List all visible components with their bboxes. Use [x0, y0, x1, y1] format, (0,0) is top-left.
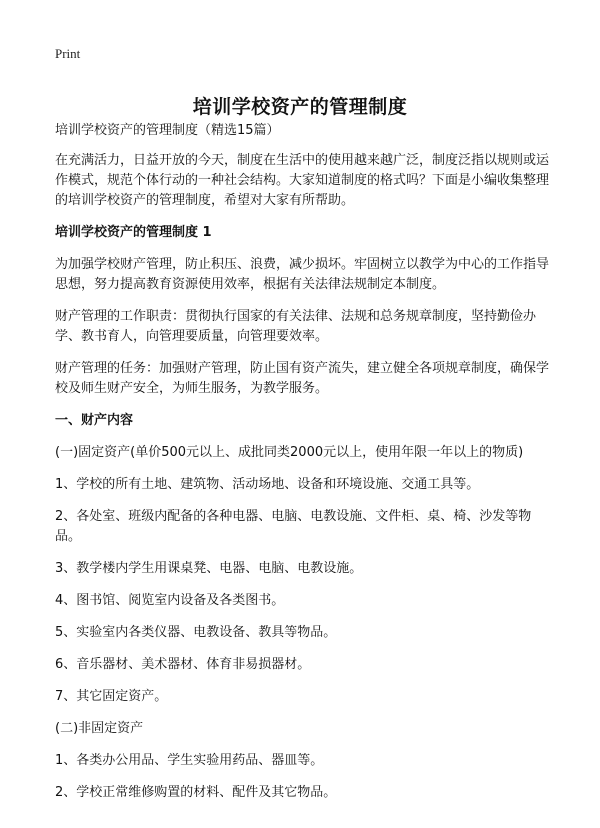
document-body — [55, 121, 555, 815]
list-item: 5、实验室内各类仪器、电教设备、教具等物品。 — [55, 625, 337, 640]
list-item: 1、学校的所有土地、建筑物、活动场地、设备和环境设施、交通工具等。 — [55, 477, 480, 492]
subsection-heading: (一)固定资产(单价500元以上、成批同类2000元以上，使用年限一年以上的物质) — [55, 445, 524, 460]
list-item: 6、音乐器材、美术器材、体育非易损器材。 — [55, 657, 311, 672]
intro-paragraph: 在充满活力，日益开放的今天，制度在生活中的使用越来越广泛，制度泛指以规则或运作模式，规范个体行动的一种社会结构。大家知道制度的格式吗？下面是小编收集整理的培训学校资产的管理制度，希望对大家有所帮助。 — [55, 153, 550, 208]
print-link[interactable]: Print — [55, 46, 81, 61]
list-item: 2、学校正常维修购置的材料、配件及其它物品。 — [55, 785, 337, 800]
section-heading: 培训学校资产的管理制度 1 — [55, 225, 212, 240]
body-paragraph: 为加强学校财产管理，防止积压、浪费，减少损坏。牢固树立以教学为中心的工作指导思想，努力提高教育资源使用效率，根据有关法律法规制定本制度。 — [55, 257, 550, 292]
subsection-heading: (二)非固定资产 — [55, 721, 144, 736]
list-item: 4、图书馆、阅览室内设备及各类图书。 — [55, 593, 285, 608]
list-item: 1、各类办公用品、学生实验用药品、器皿等。 — [55, 753, 324, 768]
list-item: 3、教学楼内学生用课桌凳、电器、电脑、电教设施。 — [55, 561, 363, 576]
document-subtitle: 培训学校资产的管理制度（精选15篇） — [55, 123, 280, 138]
page-title: 培训学校资产的管理制度 — [192, 95, 408, 118]
list-item: 2、各处室、班级内配备的各种电器、电脑、电教设施、文件柜、桌、椅、沙发等物品。 — [55, 509, 532, 544]
body-paragraph: 财产管理的工作职责：贯彻执行国家的有关法律、法规和总务规章制度，坚持勤俭办学、教书育人，向管理要质量，向管理要效率。 — [55, 309, 537, 344]
list-item: 7、其它固定资产。 — [55, 689, 168, 704]
part-heading: 一、财产内容 — [55, 413, 134, 428]
body-paragraph: 财产管理的任务：加强财产管理，防止国有资产流失，建立健全各项规章制度，确保学校及师生财产安全，为师生服务，为教学服务。 — [55, 361, 550, 396]
